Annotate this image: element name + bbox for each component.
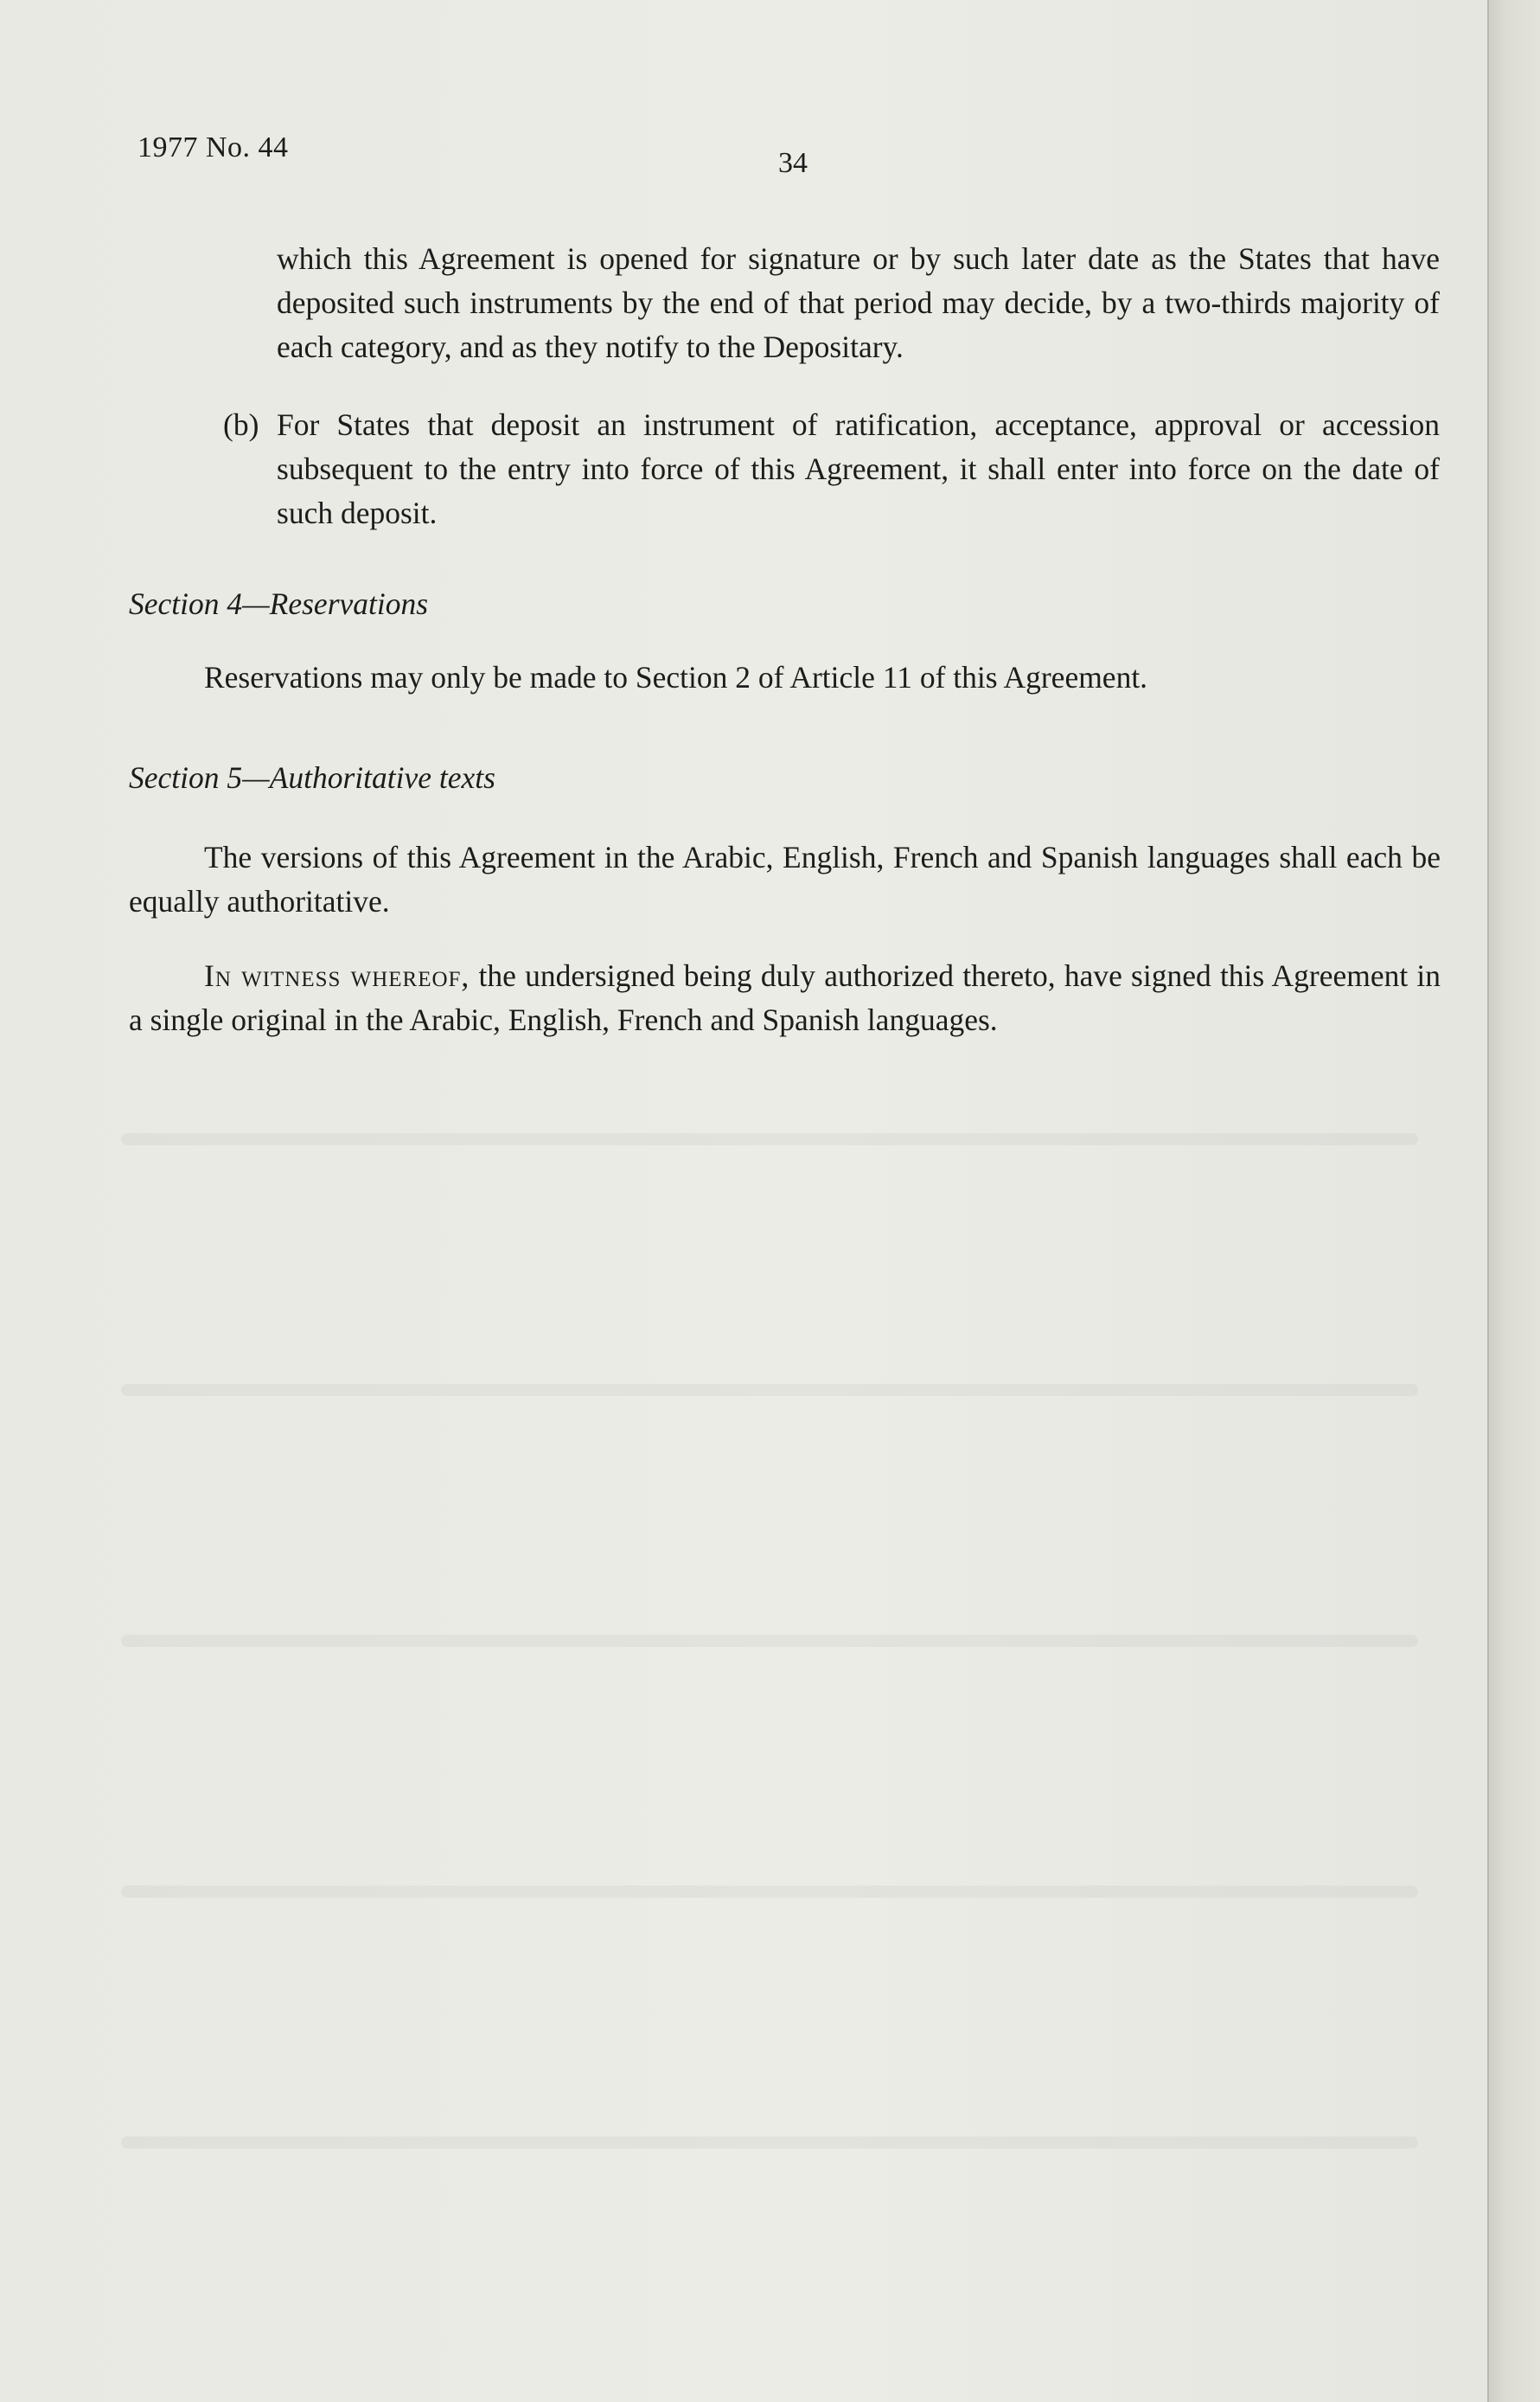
- paragraph-continuation: which this Agreement is opened for signature or by such later date as the States that have deposited such instruments by the end of that period may decide, by a two-thirds majority of each category, and as they notify to the Depositary.: [277, 241, 1440, 364]
- bleed-through-shadow: [121, 1133, 1418, 1145]
- bleed-through-shadow: [121, 1886, 1418, 1898]
- witness-text: the undersigned being duly authorized thereto, have signed this Agreement in a single original in the Arabic, English, French and Spanish languages.: [129, 958, 1441, 1037]
- bleed-through-shadow: [121, 1635, 1418, 1647]
- bleed-through-shadow: [121, 2136, 1418, 2149]
- page-edge: [1487, 0, 1540, 2402]
- paragraph-witness-clause: [129, 954, 1441, 1042]
- paragraph-reservations: Reservations may only be made to Section 2 of Article 11 of this Agreement.: [204, 660, 1148, 695]
- list-item-text: For States that deposit an instrument of ratification, acceptance, approval or accession subsequent to the entry into force of this Agreement, it shall enter into force on the date of such deposit.: [277, 407, 1440, 530]
- section-heading-reservations: Section 4—Reservations: [129, 586, 429, 621]
- document-reference: 1977 No. 44: [137, 131, 289, 163]
- list-item-label: (b): [223, 407, 259, 442]
- section-heading-authoritative-texts: Section 5—Authoritative texts: [129, 760, 495, 795]
- page-number: 34: [778, 147, 808, 179]
- paragraph-authoritative-texts: The versions of this Agreement in the Arabic, English, French and Spanish languages shall each be equally authoritative.: [129, 840, 1441, 919]
- bleed-through-shadow: [121, 1384, 1418, 1396]
- witness-lead: In witness whereof,: [204, 958, 470, 993]
